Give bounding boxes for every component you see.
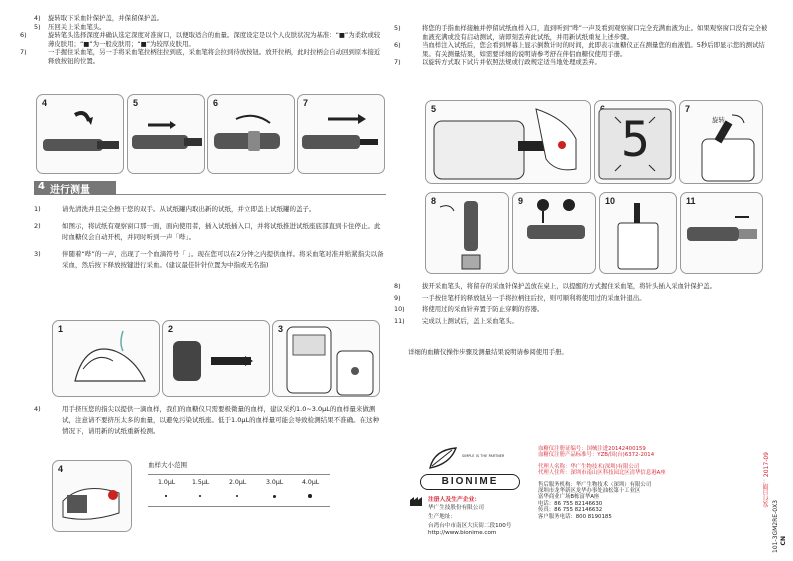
- scale-label: 4.0μL: [302, 479, 320, 486]
- step-line: 8) 拔开采血笔头，将留存的采血针保护盖放在桌上，以提醒的方式握住采血笔，将针头插入采血针保护盖。: [394, 282, 716, 290]
- step-line: 6) 旋转笔头选择深度并确认选定深度对准窗口，以便取适合的血量。深度设定是以个人皮肤状况为基准：“■”为柔软或较薄皮肤用；“■”为一般皮肤用；“■”为较厚皮肤用。: [20, 31, 381, 48]
- registration-line: 代理人住所：深圳市南山区科技园北区清华信息港A座: [538, 470, 666, 477]
- illustration-panel: 2: [162, 320, 270, 397]
- step-line: 11) 完成以上测试后，盖上采血笔头。: [394, 316, 518, 325]
- apply-blood-icon: [426, 101, 590, 183]
- step-line: 1) 请先清洗并且完全擦干您的双手。从试纸罐内取出新的试纸，并立即盖上试纸罐的盖子。: [34, 205, 316, 213]
- leaf-logo-icon: [422, 446, 462, 472]
- eject-lancet-icon: [513, 193, 595, 273]
- manufacturer-line: 华广生技股份有限公司: [428, 505, 484, 511]
- registration-line: 传真：86 755 82146632: [538, 507, 603, 514]
- illustration-panel: 5: [425, 100, 591, 184]
- pen-close-icon: [128, 95, 204, 173]
- registration-line: 代理人名称：华广生物技术(深圳)有限公司: [538, 463, 640, 470]
- registration-line: 富华商业广场B栋富华A座: [538, 494, 600, 501]
- sample-size-dot: [199, 495, 201, 497]
- rotate-label: 旋转: [712, 116, 725, 124]
- cap-pen-icon: [681, 193, 762, 273]
- step-line: 7) 一手握住采血笔，另一手将采血笔拉柄往拉到底，采血笔将会拉到待放按钮。放开拉柄，此时拉柄会自动回到原本接近释放按钮的位置。: [20, 48, 381, 65]
- dispose-icon: [600, 193, 676, 273]
- bionime-logo: [420, 446, 520, 498]
- step-line: 5) 压回关上采血笔头。: [34, 22, 106, 31]
- registration-line: 电话：86 755 82146630: [538, 500, 603, 507]
- lcd-digit: 5: [621, 112, 650, 168]
- issue-date: 发行日期：2017-09: [763, 452, 770, 508]
- sample-size-dot: [236, 495, 238, 497]
- scale-label: 1.5μL: [192, 479, 210, 486]
- left-top-steps: [20, 14, 386, 66]
- step-line: 10) 将使用过的采血针弃置于防止穿刺的容器。: [394, 305, 544, 314]
- right-bottom-steps: [394, 282, 768, 325]
- step-line: 9) 一手按住笔杆的释放钮另一手将拉柄往后拉，则可顺利将使用过的采血针退出。: [394, 293, 646, 302]
- section-title: 进行测量: [50, 185, 90, 196]
- measure-steps: [34, 204, 384, 271]
- wash-hands-icon: [53, 321, 159, 396]
- illustration-panel: 1: [52, 320, 160, 397]
- illustration-panel: 11: [680, 192, 763, 274]
- insert-strip-icon: [163, 321, 269, 396]
- illustration-panel: [594, 100, 676, 184]
- illustration-panel: 6: [207, 94, 295, 174]
- registration-block: [538, 446, 738, 520]
- section-divider: [116, 194, 386, 195]
- registration-line: 深圳市龙华新区龙华办事处油松第十工业区: [538, 488, 641, 495]
- pen-cap-icon: [37, 95, 123, 173]
- meter-display-icon: [273, 321, 379, 396]
- depth-dial-icon: [208, 95, 294, 173]
- pull-handle-icon: [298, 95, 384, 173]
- lancet-cap-icon: [426, 193, 508, 273]
- doc-code: 101-3GM2RE-0X3: [772, 500, 779, 553]
- step-line: 7) 以旋转方式取下试片并依照法规或行政规定适当地处理或丢弃。: [394, 58, 601, 67]
- remove-strip-icon: [680, 101, 762, 183]
- logo-wordmark: BIONIME: [420, 474, 520, 490]
- finger-drop-icon: [53, 461, 131, 531]
- factory-icon: [410, 494, 422, 506]
- sample-size-dot: [165, 495, 166, 496]
- footer-note: 详细的血糖仪操作步骤及测量结果说明请参阅使用手册。: [408, 348, 568, 356]
- registration-line: 客户服务电话：800 8190185: [538, 513, 612, 520]
- illustration-panel: 7: [297, 94, 385, 174]
- illustration-panel: 5: [127, 94, 205, 174]
- illustration-panel: 10: [599, 192, 677, 274]
- illustration-panel: 7 旋转: [679, 100, 763, 184]
- logo-tagline: SIMPLE IS THE PARTNER: [462, 454, 505, 458]
- manufacturer-heading: 注册人及生产企业：: [428, 497, 481, 503]
- sample-size-dot: [273, 495, 276, 498]
- manufacturer-line: 台湾台中市南区大庆街二段100号: [428, 523, 512, 529]
- manufacturer-url[interactable]: http://www.bionime.com: [428, 530, 497, 536]
- step-line: 6) 当血样注入试纸后，您会看到屏幕上显示倒数计时的时间，此即表示血糖仪正在测量您的血液值。5秒后即显示您的测试结果。有关测量结果，如需要详细的说明请参考舒在伴侣血糖仪使用手册。: [394, 41, 765, 58]
- section-number: 4: [38, 181, 45, 192]
- illustration-panel: 8: [425, 192, 509, 274]
- step-line: 3) 伴随着“哔”的一声，出现了一个血滴符号「 」。现在您可以在2分钟之内提供血样。将采血笔对准并贴紧指尖以备采血，然后按下释放按键进行采血。(建议最佳针针位置为中指或无名指): [34, 250, 384, 269]
- step-line: 2) 如图示，将试纸有观察窗口那一面，面向使用者，插入试纸插入口，并将试纸推进试纸座底部直到卡住停止。此时血糖仪会自动开机，并同时听到一声「哔」。: [34, 222, 381, 241]
- registration-line: 血糖仪注册产品标准号：YZB/国(台)6372-2014: [538, 452, 655, 459]
- illustration-panel: 9: [512, 192, 596, 274]
- right-top-steps: [394, 24, 768, 67]
- step-line: 5) 将您的手指血样接触并停留试纸血样入口，直到听到“哔”一声及看到观察窗口完全充满血液为止。如果观察窗口没有完全被血液充满或没有启动测试，请即刻丢弃此试纸，并用新试纸重复上述步骤。: [394, 24, 768, 41]
- registration-line: 售后服务机构：华广生物技术（深圳）有限公司: [538, 481, 652, 488]
- scale-label: 2.0μL: [229, 479, 247, 486]
- sample-size-dot: [308, 494, 312, 498]
- step-4-text: 4) 用手挤压您的指尖以提供一滴血样，我们的血糖仪只需要极微量的血样，建议采约1.0~3.0μL的血样量来做测试，注意请不要挤压太多的血量，以避免污染试纸座。低于1.0μL的血样量可能会导致检测结果不准确。在这种情况下，请用新的试纸重新检测。: [34, 405, 380, 435]
- sample-scale: [148, 460, 330, 510]
- scale-label: 1.0μL: [158, 479, 176, 486]
- step-line: 4) 旋转取下采血针保护盖，并保留保护盖。: [34, 14, 164, 22]
- manufacturer-line: 生产地址：: [428, 514, 456, 520]
- scale-line-top: [148, 474, 330, 475]
- version-code: CN: [780, 536, 787, 546]
- section-header: [34, 181, 116, 195]
- illustration-panel: 3: [272, 320, 380, 397]
- registration-line: 血糖仪注册证编号：国械注进20142400159: [538, 446, 646, 452]
- illustration-panel: 4: [52, 460, 132, 532]
- sample-scale-title: 血样大小范围: [148, 461, 187, 469]
- illustration-panel: 4: [36, 94, 124, 174]
- scale-line-bottom: [148, 506, 330, 507]
- scale-label: 3.0μL: [266, 479, 284, 486]
